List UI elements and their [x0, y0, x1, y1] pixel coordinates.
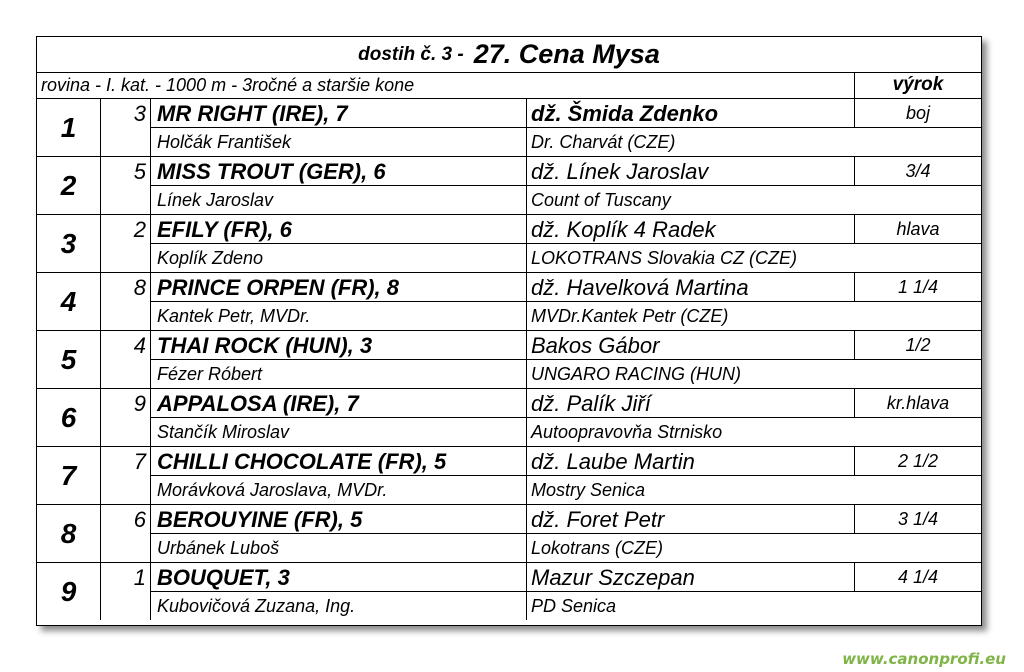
horse-name: THAI ROCK (HUN), 3 [151, 331, 527, 360]
start-number: 8 [101, 273, 151, 330]
race-title [37, 37, 981, 73]
start-number: 3 [101, 99, 151, 156]
finish-place: 9 [37, 563, 101, 620]
owner-name: PD Senica [531, 596, 617, 616]
jockey-name: dž. Koplík 4 Radek [527, 215, 855, 244]
finish-place: 2 [37, 157, 101, 214]
jockey-name: Bakos Gábor [527, 331, 855, 360]
start-number: 5 [101, 157, 151, 214]
start-number: 6 [101, 505, 151, 562]
table-row [37, 389, 981, 447]
result-margin: kr.hlava [855, 389, 981, 418]
owner-name: LOKOTRANS Slovakia CZ (CZE) [531, 248, 798, 268]
horse-name: EFILY (FR), 6 [151, 215, 527, 244]
trainer-name: Línek Jaroslav [151, 186, 527, 214]
race-name: 27. Cena Mysa [473, 39, 660, 69]
table-row [37, 273, 981, 331]
results-sheet [36, 36, 982, 626]
result-margin: 4 1/4 [855, 563, 981, 592]
watermark: www.canonprofi.eu [842, 650, 1006, 668]
jockey-name: Mazur Szczepan [527, 563, 855, 592]
jockey-name: dž. Palík Jiří [527, 389, 855, 418]
start-number: 2 [101, 215, 151, 272]
start-number: 4 [101, 331, 151, 388]
start-number: 1 [101, 563, 151, 620]
trainer-name: Morávková Jaroslava, MVDr. [151, 476, 527, 504]
jockey-name: dž. Laube Martin [527, 447, 855, 476]
table-row [37, 563, 981, 621]
finish-place: 6 [37, 389, 101, 446]
table-row [37, 331, 981, 389]
horse-name: BOUQUET, 3 [151, 563, 527, 592]
trainer-name: Kantek Petr, MVDr. [151, 302, 527, 330]
finish-place: 3 [37, 215, 101, 272]
horse-name: MR RIGHT (IRE), 7 [151, 99, 527, 128]
trainer-name: Koplík Zdeno [151, 244, 527, 272]
owner-name: Lokotrans (CZE) [531, 538, 664, 558]
finish-place: 5 [37, 331, 101, 388]
race-label: dostih č. 3 - [358, 43, 464, 65]
results-table [37, 99, 981, 621]
jockey-name: dž. Havelková Martina [527, 273, 855, 302]
horse-name: BEROUYINE (FR), 5 [151, 505, 527, 534]
finish-place: 7 [37, 447, 101, 504]
result-margin: 3/4 [855, 157, 981, 186]
finish-place: 4 [37, 273, 101, 330]
jockey-name: dž. Šmida Zdenko [527, 99, 855, 128]
horse-name: CHILLI CHOCOLATE (FR), 5 [151, 447, 527, 476]
start-number: 9 [101, 389, 151, 446]
horse-name: APPALOSA (IRE), 7 [151, 389, 527, 418]
owner-name: MVDr.Kantek Petr (CZE) [531, 306, 729, 326]
table-row [37, 447, 981, 505]
jockey-name: dž. Foret Petr [527, 505, 855, 534]
result-margin: 2 1/2 [855, 447, 981, 476]
start-number: 7 [101, 447, 151, 504]
result-column-header: výrok [892, 74, 944, 95]
trainer-name: Fézer Róbert [151, 360, 527, 388]
owner-name: Count of Tuscany [531, 190, 671, 210]
result-margin: boj [855, 99, 981, 128]
race-info-row [37, 72, 981, 99]
table-row [37, 157, 981, 215]
owner-name: Mostry Senica [531, 480, 646, 500]
table-row [37, 215, 981, 273]
result-margin: hlava [855, 215, 981, 244]
trainer-name: Urbánek Luboš [151, 534, 527, 562]
result-margin: 3 1/4 [855, 505, 981, 534]
table-row [37, 505, 981, 563]
jockey-name: dž. Línek Jaroslav [527, 157, 855, 186]
owner-name: Autoopravovňa Strnisko [531, 422, 723, 442]
result-margin: 1 1/4 [855, 273, 981, 302]
trainer-name: Kubovičová Zuzana, Ing. [151, 592, 527, 620]
trainer-name: Holčák František [151, 128, 527, 156]
owner-name: UNGARO RACING (HUN) [531, 364, 741, 384]
finish-place: 1 [37, 99, 101, 156]
owner-name: Dr. Charvát (CZE) [531, 132, 676, 152]
table-row [37, 99, 981, 157]
result-margin: 1/2 [855, 331, 981, 360]
horse-name: PRINCE ORPEN (FR), 8 [151, 273, 527, 302]
finish-place: 8 [37, 505, 101, 562]
trainer-name: Stančík Miroslav [151, 418, 527, 446]
race-conditions: rovina - I. kat. - 1000 m - 3ročné a staršie kone [37, 72, 855, 98]
horse-name: MISS TROUT (GER), 6 [151, 157, 527, 186]
